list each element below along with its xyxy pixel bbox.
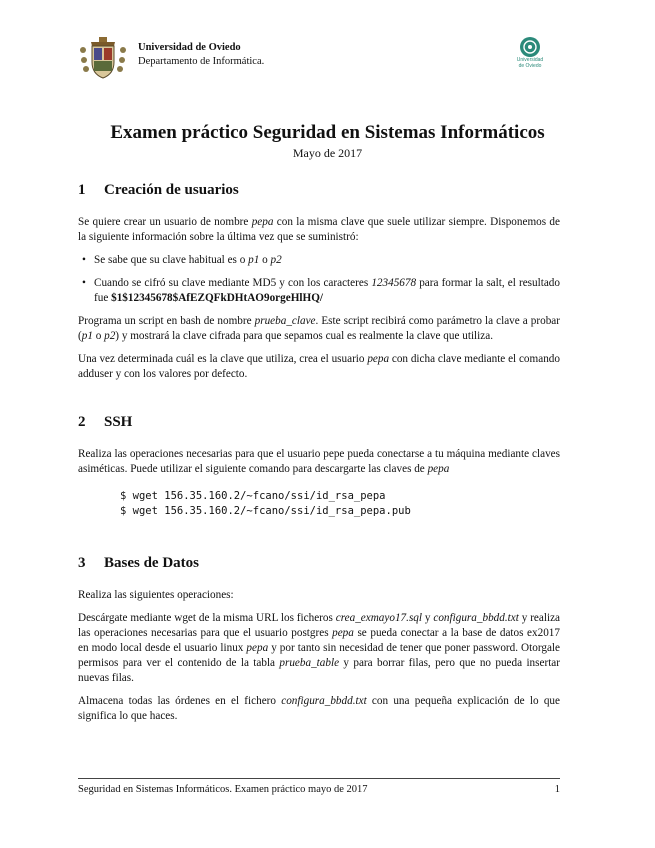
university-seal-icon bbox=[519, 36, 541, 58]
text-run: o bbox=[92, 330, 105, 342]
footer-text: Seguridad en Sistemas Informáticos. Examen práctico mayo de 2017 bbox=[78, 784, 368, 795]
code-line: $ wget 156.35.160.2/~fcano/ssi/id_rsa_pepa bbox=[120, 490, 386, 502]
section-number: 1 bbox=[78, 182, 86, 198]
text-run: Una vez determinada cuál es la clave que utiliza, crea el usuario bbox=[78, 353, 368, 365]
section-2-heading bbox=[78, 412, 560, 432]
text-run: y por tanto sin necesidad de tener que poner password. Otorgale permisos para ver el contenido de la tabla bbox=[78, 642, 560, 669]
document-date: Mayo de 2017 bbox=[292, 146, 363, 160]
password-term: p1 bbox=[248, 254, 260, 266]
username-term: pepa bbox=[251, 216, 274, 228]
footer-divider bbox=[78, 778, 560, 779]
script-name: prueba_clave bbox=[254, 315, 316, 327]
text-run: Se quiere crear un usuario de nombre bbox=[78, 216, 252, 228]
text-run: con dicha clave mediante el comando adduser y con los valores por defecto. bbox=[78, 353, 560, 380]
section-1-list bbox=[78, 253, 560, 306]
university-logo bbox=[510, 36, 550, 80]
section-title: SSH bbox=[104, 414, 133, 430]
text-run: se pueda conectar a la base de datos ex2017 en modo local desde el usuario linux bbox=[78, 627, 560, 654]
username-term: pepa bbox=[332, 627, 354, 639]
text-run: para formar la salt, el resultado fue bbox=[94, 277, 560, 304]
text-run: y para borrar filas, pero que no pueda insertar nuevas filas. bbox=[78, 657, 560, 684]
section-1-intro bbox=[78, 215, 560, 245]
section-3-paragraph-3 bbox=[78, 694, 560, 724]
header-text bbox=[138, 41, 264, 69]
file-name: crea_exmayo17.sql bbox=[335, 612, 422, 624]
password-term: p1 bbox=[81, 330, 93, 342]
document-title: Examen práctico Seguridad en Sistemas Informáticos bbox=[110, 122, 545, 143]
section-3-paragraph-2 bbox=[78, 611, 560, 686]
text-run: con una pequeña explicación de lo que significa lo que haces. bbox=[78, 695, 560, 722]
section-1-heading bbox=[78, 180, 560, 200]
section-number: 2 bbox=[78, 414, 86, 430]
text-run: Realiza las operaciones necesarias para que el usuario pepe pueda conectarse a tu máquina mediante claves asiméticas. Puede utilizar el siguiente comando para descargarte las claves de bbox=[78, 448, 560, 475]
hash-value: $1$12345678$AfEZQFkDHtAO9orgeHlHQ/ bbox=[111, 292, 324, 304]
text-run: Almacena todas las órdenes en el fichero bbox=[78, 695, 282, 707]
text-run: o bbox=[259, 254, 271, 266]
section-number: 3 bbox=[78, 555, 86, 571]
section-3-heading bbox=[78, 553, 560, 573]
text-run: y bbox=[422, 612, 434, 624]
document-body bbox=[78, 180, 560, 732]
list-item bbox=[94, 253, 560, 268]
section-title: Creación de usuarios bbox=[104, 182, 239, 198]
username-term: pepa bbox=[427, 463, 450, 475]
page-header bbox=[78, 36, 558, 80]
text-run: Programa un script en bash de nombre bbox=[78, 315, 255, 327]
page-footer bbox=[78, 784, 560, 795]
department-name: Departamento de Informática. bbox=[138, 56, 265, 67]
section-1-paragraph-2 bbox=[78, 314, 560, 344]
section-spacer bbox=[78, 390, 560, 412]
list-item bbox=[94, 276, 560, 306]
file-name: configura_bbdd.txt bbox=[433, 612, 519, 624]
logo-caption-line2: de Oviedo bbox=[518, 62, 542, 69]
text-run: Descárgate mediante wget de la misma URL los ficheros bbox=[78, 612, 336, 624]
university-name: Universidad de Oviedo bbox=[138, 42, 241, 53]
code-block bbox=[120, 489, 560, 519]
university-crest-icon bbox=[78, 36, 128, 80]
password-term: p2 bbox=[270, 254, 282, 266]
text-run: Se sabe que su clave habitual es o bbox=[94, 254, 249, 266]
section-1-paragraph-3 bbox=[78, 352, 560, 382]
table-name: prueba_table bbox=[279, 657, 340, 669]
page-number: 1 bbox=[554, 784, 560, 795]
text-run: . Este script recibirá como parámetro la clave a probar ( bbox=[78, 315, 560, 342]
text-run: y realiza las operaciones necesarias para que el usuario postgres bbox=[78, 612, 561, 639]
text-run: con la misma clave que suele utilizar siempre. Disponemos de la siguiente información sobre la última vez que se suministró: bbox=[78, 216, 560, 243]
text-run: ) y mostrará la clave cifrada para que sepamos cual es realmente la clave que utiliza. bbox=[115, 330, 493, 342]
section-title: Bases de Datos bbox=[104, 555, 200, 571]
code-line: $ wget 156.35.160.2/~fcano/ssi/id_rsa_pepa.pub bbox=[120, 505, 411, 517]
salt-term: 12345678 bbox=[371, 277, 417, 289]
section-3-paragraph-1: Realiza las siguientes operaciones: bbox=[78, 589, 234, 601]
username-term: pepa bbox=[246, 642, 269, 654]
section-spacer bbox=[78, 531, 560, 553]
section-2-paragraph-1 bbox=[78, 447, 560, 477]
text-run: Cuando se cifró su clave mediante MD5 y con los caracteres bbox=[94, 277, 372, 289]
password-term: p2 bbox=[104, 330, 116, 342]
file-name: configura_bbdd.txt bbox=[281, 695, 367, 707]
username-term: pepa bbox=[367, 353, 390, 365]
logo-caption-line1: Universidad bbox=[516, 57, 544, 63]
